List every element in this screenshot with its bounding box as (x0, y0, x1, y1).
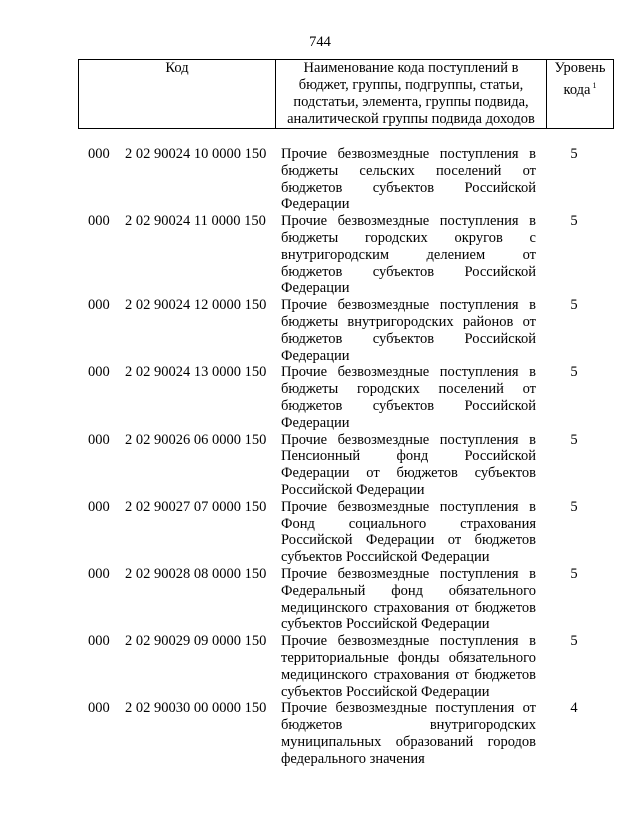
row-name-line: Федерации (281, 196, 350, 213)
row-name-line: муниципальных образований городов (281, 733, 536, 750)
row-admin-code: 000 (88, 431, 110, 448)
row-level: 5 (570, 146, 578, 162)
row-name-line: Федерации от бюджетов субъектов (281, 465, 536, 482)
row-name-line: Прочие безвозмездные поступления в (281, 431, 536, 448)
row-name-line: внутригородским делением от (281, 246, 536, 263)
row-name (281, 146, 536, 213)
row-name-line: бюджеты городских округов с (281, 229, 536, 246)
row-name (281, 566, 536, 633)
row-name-line: Прочие безвозмездные поступления в (281, 566, 536, 582)
row-name-line: субъектов Российской Федерации (281, 549, 490, 566)
row-level: 4 (570, 700, 578, 717)
row-name-line: Федерации (281, 414, 350, 431)
row-level: 5 (570, 364, 578, 381)
row-name-line: бюджетов субъектов Российской (281, 397, 536, 414)
row-name-line: медицинского страхования от бюджетов (281, 666, 536, 683)
header-name: Наименование кода поступлений в бюджет, группы, подгруппы, статьи, подстатьи, элемента, группы подвида, аналитической группы подвида доходов (276, 60, 547, 129)
header-code: Код (79, 60, 276, 129)
row-level: 5 (570, 213, 578, 230)
row-admin-code: 000 (88, 213, 110, 230)
page-number: 744 (309, 34, 331, 50)
row-name (281, 432, 536, 499)
row-admin-code: 000 (88, 566, 110, 582)
row-name-line: субъектов Российской Федерации (281, 683, 490, 700)
row-revenue-code: 2 02 90028 08 0000 150 (125, 566, 267, 582)
row-name-line: территориальные фонды обязательного (281, 649, 536, 666)
row-name-line: Федерации (281, 280, 350, 297)
header-level: Уровень кода (554, 60, 606, 98)
row-level: 5 (570, 431, 578, 448)
row-name-line: Федерации (281, 347, 350, 364)
row-name-line: Федеральный фонд обязательного (281, 582, 536, 599)
row-name-line: Российской Федерации от бюджетов (281, 532, 536, 549)
row-name-line: Прочие безвозмездные поступления в (281, 213, 536, 230)
row-name-line: бюджетов субъектов Российской (281, 330, 536, 347)
row-name-line: Прочие безвозмездные поступления в (281, 297, 536, 314)
row-revenue-code: 2 02 90024 10 0000 150 (125, 146, 267, 162)
row-name-line: бюджеты городских поселений от (281, 381, 536, 398)
row-name (281, 700, 536, 767)
row-admin-code: 000 (88, 364, 110, 381)
row-level: 5 (570, 566, 578, 582)
row-name-line: медицинского страхования от бюджетов (281, 599, 536, 616)
row-revenue-code: 2 02 90024 13 0000 150 (125, 364, 267, 381)
row-revenue-code: 2 02 90024 12 0000 150 (125, 297, 267, 314)
row-name-line: бюджеты внутригородских районов от (281, 313, 536, 330)
row-admin-code: 000 (88, 297, 110, 314)
row-name-line: бюджетов субъектов Российской (281, 179, 536, 196)
row-level: 5 (570, 633, 578, 650)
row-admin-code: 000 (88, 498, 110, 515)
row-admin-code: 000 (88, 700, 110, 717)
row-revenue-code: 2 02 90026 06 0000 150 (125, 431, 267, 448)
row-level: 5 (570, 498, 578, 515)
row-revenue-code: 2 02 90030 00 0000 150 (125, 700, 267, 717)
row-name-line: бюджеты сельских поселений от (281, 162, 536, 179)
row-name-line: Российской Федерации (281, 481, 425, 498)
row-level: 5 (570, 297, 578, 314)
row-name-line: федерального значения (281, 750, 425, 767)
row-name-line: Прочие безвозмездные поступления в (281, 146, 536, 162)
row-revenue-code: 2 02 90027 07 0000 150 (125, 498, 267, 515)
row-name-line: Прочие безвозмездные поступления в (281, 364, 536, 381)
row-name (281, 213, 536, 297)
row-admin-code: 000 (88, 633, 110, 650)
row-name-line: субъектов Российской Федерации (281, 616, 490, 633)
header-level-cell (547, 60, 614, 129)
row-name-line: Прочие безвозмездные поступления в (281, 498, 536, 515)
table-header (78, 59, 614, 129)
row-name-line: Фонд социального страхования (281, 515, 536, 532)
header-level-footnote: 1 (592, 81, 597, 90)
row-name (281, 633, 536, 700)
row-name-line: бюджетов субъектов Российской (281, 263, 536, 280)
row-admin-code: 000 (88, 146, 110, 162)
row-name (281, 297, 536, 364)
row-revenue-code: 2 02 90029 09 0000 150 (125, 633, 267, 650)
row-name-line: Прочие безвозмездные поступления от (281, 700, 536, 717)
row-name-line: бюджетов внутригородских (281, 717, 536, 734)
row-revenue-code: 2 02 90024 11 0000 150 (125, 213, 266, 230)
row-name (281, 364, 536, 431)
row-name (281, 499, 536, 566)
row-name-line: Пенсионный фонд Российской (281, 448, 536, 465)
row-name-line: Прочие безвозмездные поступления в (281, 633, 536, 650)
